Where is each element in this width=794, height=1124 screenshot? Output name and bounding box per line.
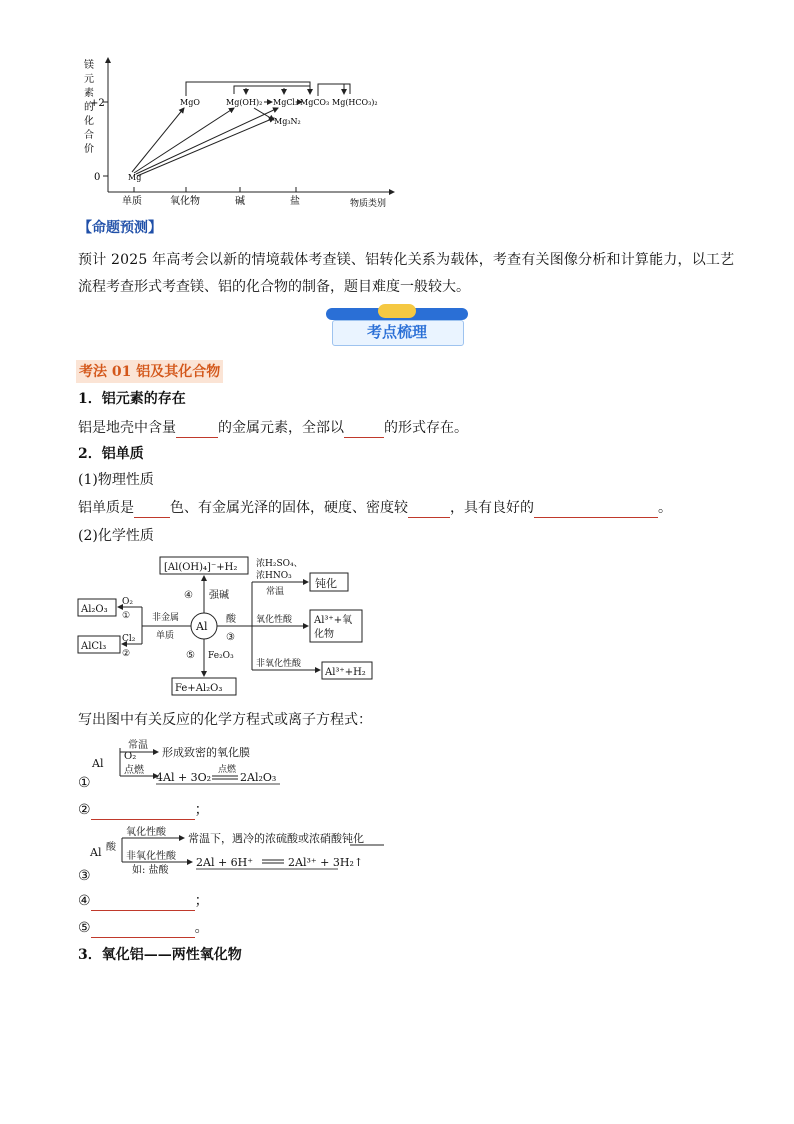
conversion-arrows bbox=[132, 82, 350, 176]
eq3-branch-bottom: 非氧化性酸 bbox=[126, 851, 176, 862]
s2-physical: (1)物理性质 bbox=[78, 472, 154, 488]
left-bottom-box-text: AlCl₃ bbox=[81, 641, 107, 652]
s1-heading: 1．铝元素的存在 bbox=[78, 391, 186, 407]
eq4-row bbox=[78, 891, 209, 911]
eq3-branch-top: 氧化性酸 bbox=[126, 827, 166, 838]
x-axis-title: 物质类别 bbox=[350, 199, 387, 209]
node-mg3n2: Mg₃N₂ bbox=[274, 117, 301, 126]
eq3-reagent: 酸 bbox=[106, 842, 116, 853]
right-label: 酸 bbox=[226, 614, 236, 625]
eq4-num: ④ bbox=[78, 893, 91, 909]
eq2-num: ② bbox=[78, 802, 91, 818]
eq1-al: Al bbox=[92, 757, 104, 770]
eq2-end: ； bbox=[194, 802, 209, 818]
s2-text-c: ，具有良好的 bbox=[450, 500, 534, 516]
oxidizing-box-line-1: Al³⁺+氧 bbox=[314, 615, 353, 626]
eq3-example: 如: 盐酸 bbox=[132, 865, 169, 876]
s2-line bbox=[78, 498, 672, 518]
eq3-eq-right: 2Al³⁺ + 3H₂↑ bbox=[288, 856, 364, 869]
eq3-al: Al bbox=[90, 846, 102, 859]
oxidizing-acid: 氧化性酸 bbox=[256, 615, 293, 625]
eq1-eq-right: 2Al₂O₃ bbox=[240, 771, 277, 784]
s1-text-a: 铝是地壳中含量 bbox=[78, 420, 176, 436]
magnesium-valence-graph bbox=[74, 52, 404, 212]
left-top-num: ① bbox=[122, 611, 131, 621]
eq1-eq-left: 4Al + 3O₂ bbox=[156, 771, 212, 784]
eq3-num: ③ bbox=[78, 868, 91, 884]
aluminum-reaction-diagram bbox=[76, 552, 376, 698]
left-bottom-reagent: Cl₂ bbox=[122, 634, 136, 644]
y-label-char: 化 bbox=[84, 116, 94, 127]
eq3-eq-left: 2Al + 6H⁺ bbox=[196, 856, 254, 869]
equation-1-diagram bbox=[90, 736, 290, 786]
eq5-num: ⑤ bbox=[78, 920, 91, 936]
s1-text-b: 的金属元素，全部以 bbox=[218, 420, 344, 436]
y-label-char: 价 bbox=[84, 144, 94, 155]
top-label: 强碱 bbox=[209, 590, 229, 601]
prediction-line-2: 流程考查形式考查镁、铝的化合物的制备，题目难度一般较大。 bbox=[78, 279, 470, 295]
x-tick-label: 氧化物 bbox=[170, 196, 200, 207]
conc-acid-1: 浓H₂SO₄、 bbox=[256, 559, 303, 569]
x-tick-label: 单质 bbox=[122, 196, 142, 207]
oxidizing-box-line-2: 化物 bbox=[314, 629, 334, 640]
answer-blank[interactable] bbox=[534, 501, 658, 518]
eq1-cond-top: 常温 bbox=[128, 740, 148, 751]
y-label-char: 的 bbox=[84, 102, 94, 113]
left-bottom-num: ② bbox=[122, 649, 131, 659]
y-label-char: 素 bbox=[84, 88, 94, 99]
eq1-result-top: 形成致密的氧化膜 bbox=[162, 746, 250, 759]
s2-heading: 2．铝单质 bbox=[78, 446, 144, 462]
prediction-heading: 【命题预测】 bbox=[78, 220, 162, 236]
left-label-2: 单质 bbox=[156, 631, 175, 641]
s1-text-c: 的形式存在。 bbox=[384, 420, 468, 436]
section-banner bbox=[326, 304, 468, 344]
node-mghco3: Mg(HCO₃)₂ bbox=[332, 98, 378, 107]
left-top-box-text: Al₂O₃ bbox=[81, 604, 108, 615]
bottom-box-text: Fe+Al₂O₃ bbox=[175, 683, 223, 694]
nonox-box-text: Al³⁺+H₂ bbox=[325, 667, 366, 678]
x-tick-label: 盐 bbox=[290, 196, 300, 207]
y-label-char: 元 bbox=[84, 74, 94, 85]
eq1-cond-bottom: 点燃 bbox=[124, 765, 144, 776]
right-num: ③ bbox=[226, 632, 235, 643]
node-mg: Mg bbox=[128, 173, 142, 182]
eq2-row bbox=[78, 800, 209, 820]
eq5-end: 。 bbox=[194, 920, 209, 936]
bottom-num: ⑤ bbox=[186, 650, 195, 661]
y-label-char: 合 bbox=[84, 130, 94, 141]
equation-3-diagram bbox=[88, 826, 388, 876]
node-mgco3: MgCO₃ bbox=[300, 98, 330, 107]
eq5-row bbox=[78, 918, 209, 938]
s2-chemical: (2)化学性质 bbox=[78, 528, 154, 544]
answer-blank[interactable] bbox=[134, 501, 170, 518]
node-mgcl2: MgCl₂ bbox=[273, 98, 299, 107]
left-label-1: 非金属 bbox=[152, 613, 180, 623]
answer-blank[interactable] bbox=[91, 803, 195, 820]
answer-blank[interactable] bbox=[176, 421, 218, 438]
eq1-reagent: O₂ bbox=[124, 751, 137, 762]
left-top-reagent: O₂ bbox=[122, 597, 133, 607]
node-mgo: MgO bbox=[180, 98, 200, 107]
eq4-end: ； bbox=[194, 893, 209, 909]
top-box-text: [Al(OH)₄]⁻+H₂ bbox=[164, 562, 238, 573]
banner-label: 考点梳理 bbox=[366, 323, 427, 341]
bottom-reagent: Fe₂O₃ bbox=[208, 651, 234, 661]
s2-text-b: 色、有金属光泽的固体，硬度、密度较 bbox=[170, 500, 408, 516]
y-tick-label: +2 bbox=[90, 98, 105, 109]
s3-heading: 3．氧化铝——两性氧化物 bbox=[78, 947, 242, 963]
s2-text-d: 。 bbox=[658, 500, 672, 516]
write-prompt: 写出图中有关反应的化学方程式或离子方程式： bbox=[78, 712, 372, 728]
s2-text-a: 铝单质是 bbox=[78, 500, 134, 516]
node-mgoh2: Mg(OH)₂ bbox=[226, 98, 263, 107]
conc-acid-2: 浓HNO₃ bbox=[256, 571, 292, 581]
x-tick-label: 碱 bbox=[235, 196, 245, 207]
y-tick-label: 0 bbox=[94, 172, 101, 183]
method-title-box bbox=[76, 360, 223, 383]
answer-blank[interactable] bbox=[408, 501, 450, 518]
answer-blank[interactable] bbox=[91, 921, 195, 938]
prediction-line-1: 预计 2025 年高考会以新的情境载体考查镁、铝转化关系为载体，考查有关图像分析和计算能力，以工艺 bbox=[78, 252, 735, 268]
answer-blank[interactable] bbox=[344, 421, 384, 438]
eq3-result-top: 常温下，遇冷的浓硫酸或浓硝酸钝化 bbox=[188, 832, 364, 845]
center-al: Al bbox=[196, 620, 208, 633]
nonox-acid: 非氧化性酸 bbox=[256, 659, 302, 669]
eq1-num: ① bbox=[78, 775, 91, 791]
eq1-eq-cond: 点燃 bbox=[218, 765, 237, 775]
answer-blank[interactable] bbox=[91, 894, 195, 911]
conc-cond: 常温 bbox=[266, 587, 285, 597]
top-num: ④ bbox=[184, 590, 193, 601]
passivation-box-text: 钝化 bbox=[315, 577, 337, 590]
s1-line bbox=[78, 418, 468, 438]
y-label-char: 镁 bbox=[84, 60, 94, 71]
method-title: 考法 01 铝及其化合物 bbox=[79, 364, 221, 380]
